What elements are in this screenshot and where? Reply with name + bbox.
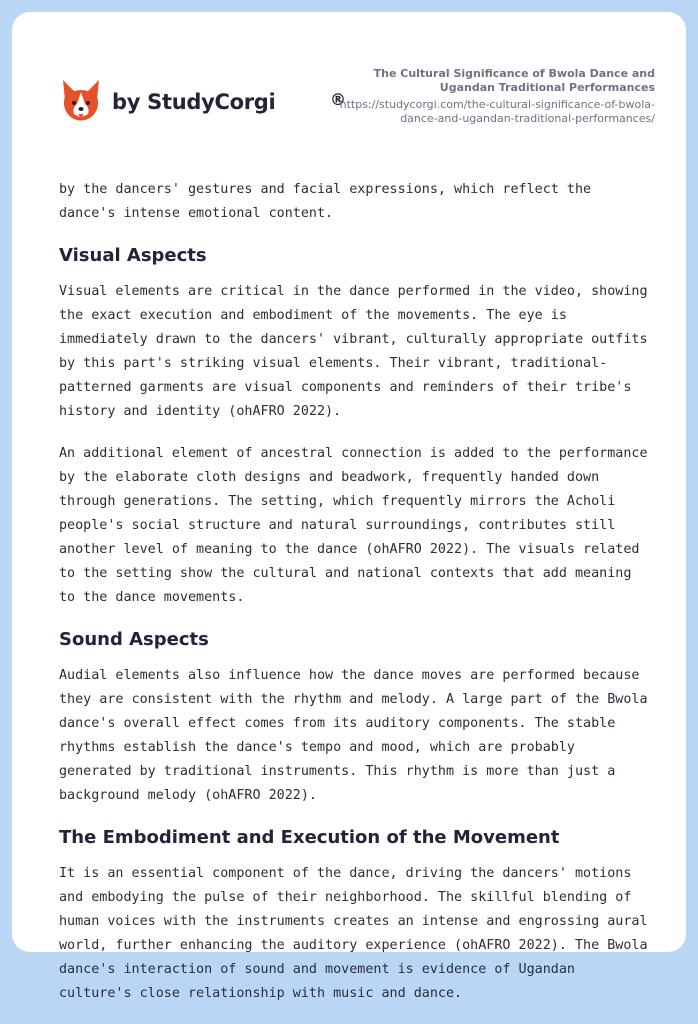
document-url[interactable]: https://studycorgi.com/the-cultural-significance-of-bwola-dance-and-ugandan-traditional-performances/ — [339, 98, 655, 125]
brand-name: by StudyCorgi — [112, 90, 276, 114]
document-title: The Cultural Significance of Bwola Dance and Ugandan Traditional Performances — [373, 67, 655, 94]
corgi-icon — [60, 76, 102, 124]
intro-paragraph: by the dancers' gestures and facial expressions, which reflect the dance's intense emotional content. — [59, 182, 592, 221]
document-reference — [315, 67, 655, 126]
paragraph: It is an essential component of the dance, driving the dancers' motions and embodying the pulse of their neighborhood. The skillful blending of human voices with the instruments creates an intense and engrossing aural world, further enhancing the auditory experience (ohAFRO 2022). The Bwola dance's interaction of sound and movement is evidence of Ugandan culture's close relationship with music and dance. — [59, 866, 648, 1001]
paragraph: Visual elements are critical in the dance performed in the video, showing the exact execution and embodiment of the movements. The eye is immediately drawn to the dancers' vibrant, culturally appropriate outfits by this part's striking visual elements. Their vibrant, traditional-patterned garments are visual components and reminders of their tribe's history and identity (ohAFRO 2022). — [59, 284, 648, 419]
paragraph: An additional element of ancestral connection is added to the performance by the elaborate cloth designs and beadwork, frequently handed down through generations. The setting, which frequently mirrors the Acholi people's social structure and natural surroundings, contributes still another level of meaning to the dance (ohAFRO 2022). The visuals related to the setting show the cultural and national contexts that add meaning to the dance movements. — [59, 446, 648, 605]
registered-mark: ® — [330, 90, 346, 109]
section-heading-sound: Sound Aspects — [59, 629, 209, 650]
paragraph: Audial elements also influence how the dance moves are performed because they are consistent with the rhythm and melody. A large part of the Bwola dance's overall effect comes from its auditory components. The stable rhythms establish the dance's tempo and mood, which are probably generated by traditional instruments. This rhythm is more than just a background melody (ohAFRO 2022). — [59, 668, 648, 803]
document-page — [12, 12, 686, 1001]
section-heading-visual: Visual Aspects — [59, 245, 207, 266]
studycorgi-logo[interactable] — [60, 76, 346, 124]
article-body — [59, 178, 655, 1024]
section-heading-embodiment: The Embodiment and Execution of the Movement — [59, 827, 560, 848]
